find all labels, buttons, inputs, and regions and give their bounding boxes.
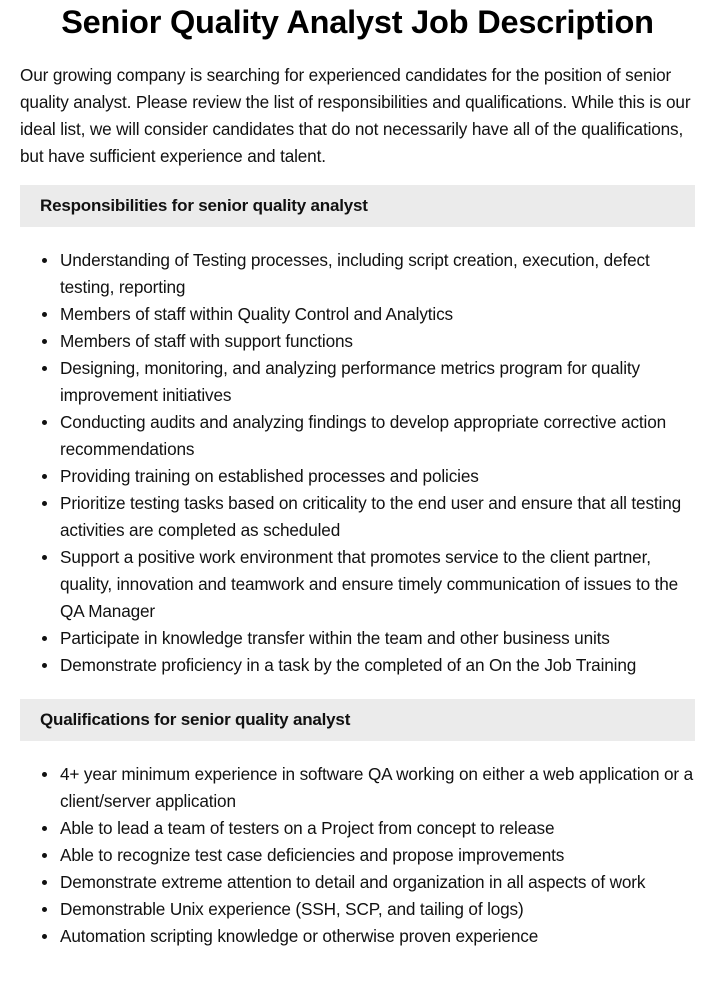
list-item: Able to recognize test case deficiencies and propose improvements	[60, 842, 695, 869]
list-item: Participate in knowledge transfer within the team and other business units	[60, 625, 695, 652]
list-item: Demonstrate extreme attention to detail and organization in all aspects of work	[60, 869, 695, 896]
bullet-icon	[42, 474, 47, 479]
list-item: 4+ year minimum experience in software QA working on either a web application or a client/server application	[60, 761, 695, 815]
bullet-icon	[42, 636, 47, 641]
qualifications-header: Qualifications for senior quality analyst	[20, 699, 695, 741]
bullet-icon	[42, 420, 47, 425]
bullet-icon	[42, 339, 47, 344]
list-item: Designing, monitoring, and analyzing performance metrics program for quality improvement initiatives	[60, 355, 695, 409]
bullet-icon	[42, 826, 47, 831]
list-item: Demonstrable Unix experience (SSH, SCP, and tailing of logs)	[60, 896, 695, 923]
bullet-icon	[42, 853, 47, 858]
responsibilities-list	[20, 247, 695, 679]
list-item: Conducting audits and analyzing findings to develop appropriate corrective action recommendations	[60, 409, 695, 463]
list-item: Demonstrate proficiency in a task by the completed of an On the Job Training	[60, 652, 695, 679]
bullet-icon	[42, 772, 47, 777]
qualifications-list	[20, 761, 695, 950]
bullet-icon	[42, 501, 47, 506]
list-item: Providing training on established processes and policies	[60, 463, 695, 490]
bullet-icon	[42, 312, 47, 317]
intro-paragraph: Our growing company is searching for experienced candidates for the position of senior quality analyst. Please review the list of responsibilities and qualifications. While this is our ideal list, we will consider candidates that do not necessarily have all of the qualifications, but have sufficient experience and talent.	[20, 65, 691, 166]
list-item: Able to lead a team of testers on a Project from concept to release	[60, 815, 695, 842]
bullet-icon	[42, 934, 47, 939]
bullet-icon	[42, 555, 47, 560]
bullet-icon	[42, 880, 47, 885]
list-item: Support a positive work environment that promotes service to the client partner, quality, innovation and teamwork and ensure timely communication of issues to the QA Manager	[60, 544, 695, 625]
list-item: Members of staff within Quality Control and Analytics	[60, 301, 695, 328]
bullet-icon	[42, 663, 47, 668]
list-item: Understanding of Testing processes, including script creation, execution, defect testing, reporting	[60, 247, 695, 301]
list-item: Prioritize testing tasks based on criticality to the end user and ensure that all testing activities are completed as scheduled	[60, 490, 695, 544]
bullet-icon	[42, 258, 47, 263]
page-title: Senior Quality Analyst Job Description	[61, 4, 654, 40]
responsibilities-header: Responsibilities for senior quality analyst	[20, 185, 695, 227]
list-item: Automation scripting knowledge or otherwise proven experience	[60, 923, 695, 950]
bullet-icon	[42, 907, 47, 912]
bullet-icon	[42, 366, 47, 371]
list-item: Members of staff with support functions	[60, 328, 695, 355]
